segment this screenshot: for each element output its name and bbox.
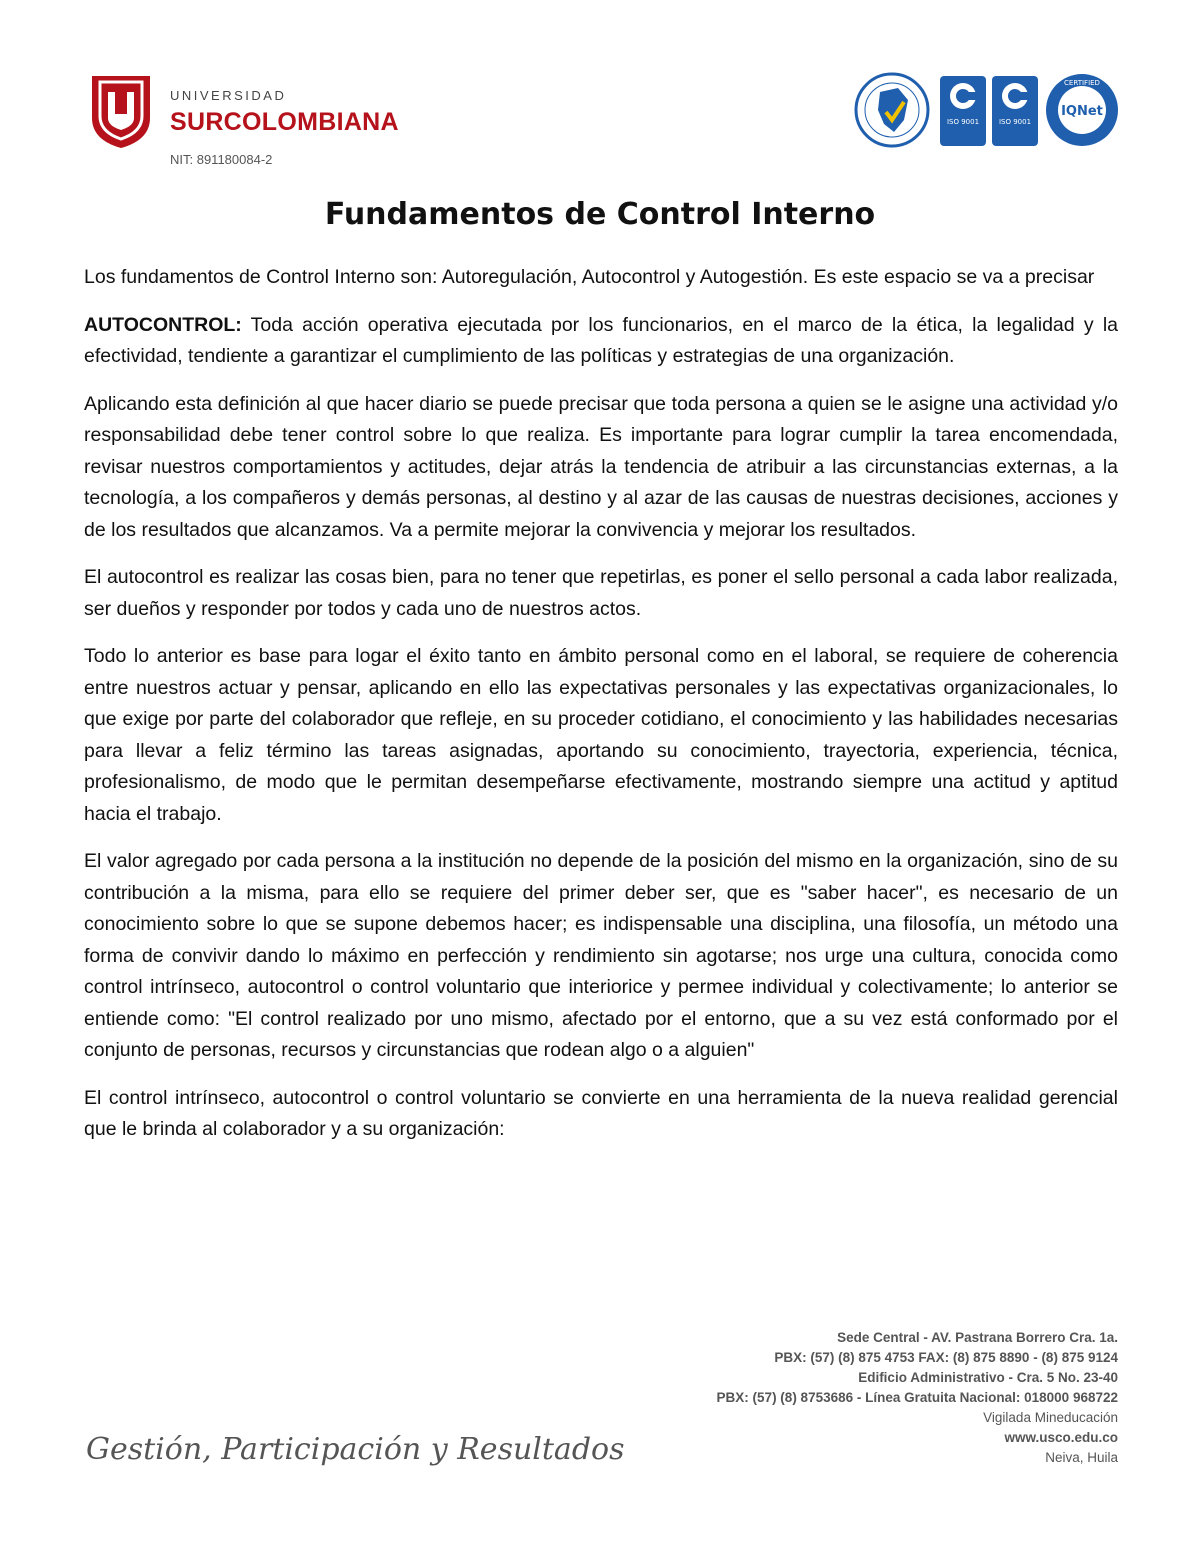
usco-shield-icon [88, 72, 154, 150]
body-paragraph: El control intrínseco, autocontrol o control voluntario se convierte en una herramienta de la nueva realidad gerencial que le brinda al colaborador y a su organización: [84, 1086, 1118, 1140]
document-body [84, 262, 1118, 1162]
document-title: Fundamentos de Control Interno [324, 197, 876, 232]
university-logo [88, 72, 418, 182]
autocontrol-definition [84, 310, 1118, 373]
svg-text:ISO 9001: ISO 9001 [998, 118, 1032, 126]
colombia-seal-icon [856, 74, 928, 146]
body-paragraph: Todo lo anterior es base para logar el éxito tanto en ámbito personal como en el laboral, se requiere de coherencia entre nuestros actuar y pensar, aplicando en ello las expectativas personales y las expectativas organizacionales, lo que exige por parte del colaborador que refleje, en su proceder cotidiano, el conocimiento y las habilidades necesarias para llevar a feliz término las tareas asignadas, aportando su conocimiento, trayectoria, experiencia, técnica, profesionalismo, de modo que le permitan desempeñarse efectivamente, mostrando siempre una actitud y aptitud hacia el trabajo. [84, 645, 1118, 825]
icontec-iso-seal-icon [940, 76, 986, 146]
footer-line: Vigilada Mineducación [983, 1410, 1118, 1425]
svg-text:IQNet: IQNet [1061, 104, 1103, 119]
footer-motto: Gestión, Participación y Resultados [86, 1432, 625, 1467]
svg-text:CERTIFIED: CERTIFIED [1064, 79, 1100, 87]
university-name: SURCOLOMBIANA [170, 108, 399, 136]
certification-seals [850, 70, 1120, 150]
footer-website-link[interactable]: www.usco.edu.co [1004, 1430, 1118, 1445]
autocontrol-text: Toda acción operativa ejecutada por los funcionarios, en el marco de la ética, la legalidad y la efectividad, tendiente a garantizar el cumplimiento de las políticas y estrategias de una organización. [84, 313, 1118, 367]
footer-line: Neiva, Huila [1045, 1450, 1118, 1465]
footer-contact [717, 1328, 1118, 1468]
university-label: UNIVERSIDAD [170, 88, 287, 103]
iqnet-certified-seal-icon [1046, 74, 1118, 146]
body-paragraph: Aplicando esta definición al que hacer diario se puede precisar que toda persona a quien se le asigne una actividad y/o responsabilidad debe tener control sobre lo que realiza. Es importante para lograr cumplir la tarea encomendada, revisar nuestros comportamientos y actitudes, dejar atrás la tendencia de atribuir a las circunstancias externas, a la tecnología, a los compañeros y demás personas, al destino y al azar de las causas de nuestras decisiones, acciones y de los resultados que alcanzamos. Va a permite mejorar la convivencia y mejorar los resultados. [84, 392, 1118, 541]
nit-number: NIT: 891180084-2 [170, 152, 273, 167]
footer-line: Sede Central - AV. Pastrana Borrero Cra. 1a. [837, 1330, 1118, 1345]
footer-line: Edificio Administrativo - Cra. 5 No. 23-40 [858, 1370, 1118, 1385]
body-paragraph: El autocontrol es realizar las cosas bien, para no tener que repetirlas, es poner el sello personal a cada labor realizada, ser dueños y responder por todos y cada uno de nuestros actos. [84, 566, 1118, 620]
intro-paragraph: Los fundamentos de Control Interno son: Autoregulación, Autocontrol y Autogestión. Es este espacio se va a precisar [84, 266, 1095, 288]
autocontrol-label: AUTOCONTROL: [84, 313, 242, 336]
svg-text:ISO 9001: ISO 9001 [946, 118, 980, 126]
footer-line: PBX: (57) (8) 8753686 - Línea Gratuita Nacional: 018000 968722 [716, 1390, 1118, 1405]
footer-line: PBX: (57) (8) 875 4753 FAX: (8) 875 8890 - (8) 875 9124 [774, 1350, 1118, 1365]
body-paragraph: El valor agregado por cada persona a la institución no depende de la posición del mismo en la organización, sino de su contribución a la misma, para ello se requiere del primer deber ser, que es "saber hacer", es necesario de un conocimiento sobre lo que se supone debemos hacer; es indispensable una disciplina, una filosofía, un método una forma de convivir dando lo máximo en perfección y rendimiento sin agotarse; nos urge una cultura, conocida como control intrínseco, autocontrol o control voluntario que interiorice y permee individual y colectivamente; lo anterior se entiende como: "El control realizado por uno mismo, afectado por el entorno, que a su vez está conformado por el conjunto de personas, recursos y circunstancias que rodean algo o a alguien" [84, 850, 1118, 1061]
iqnet-iso-seal-icon [992, 76, 1038, 146]
